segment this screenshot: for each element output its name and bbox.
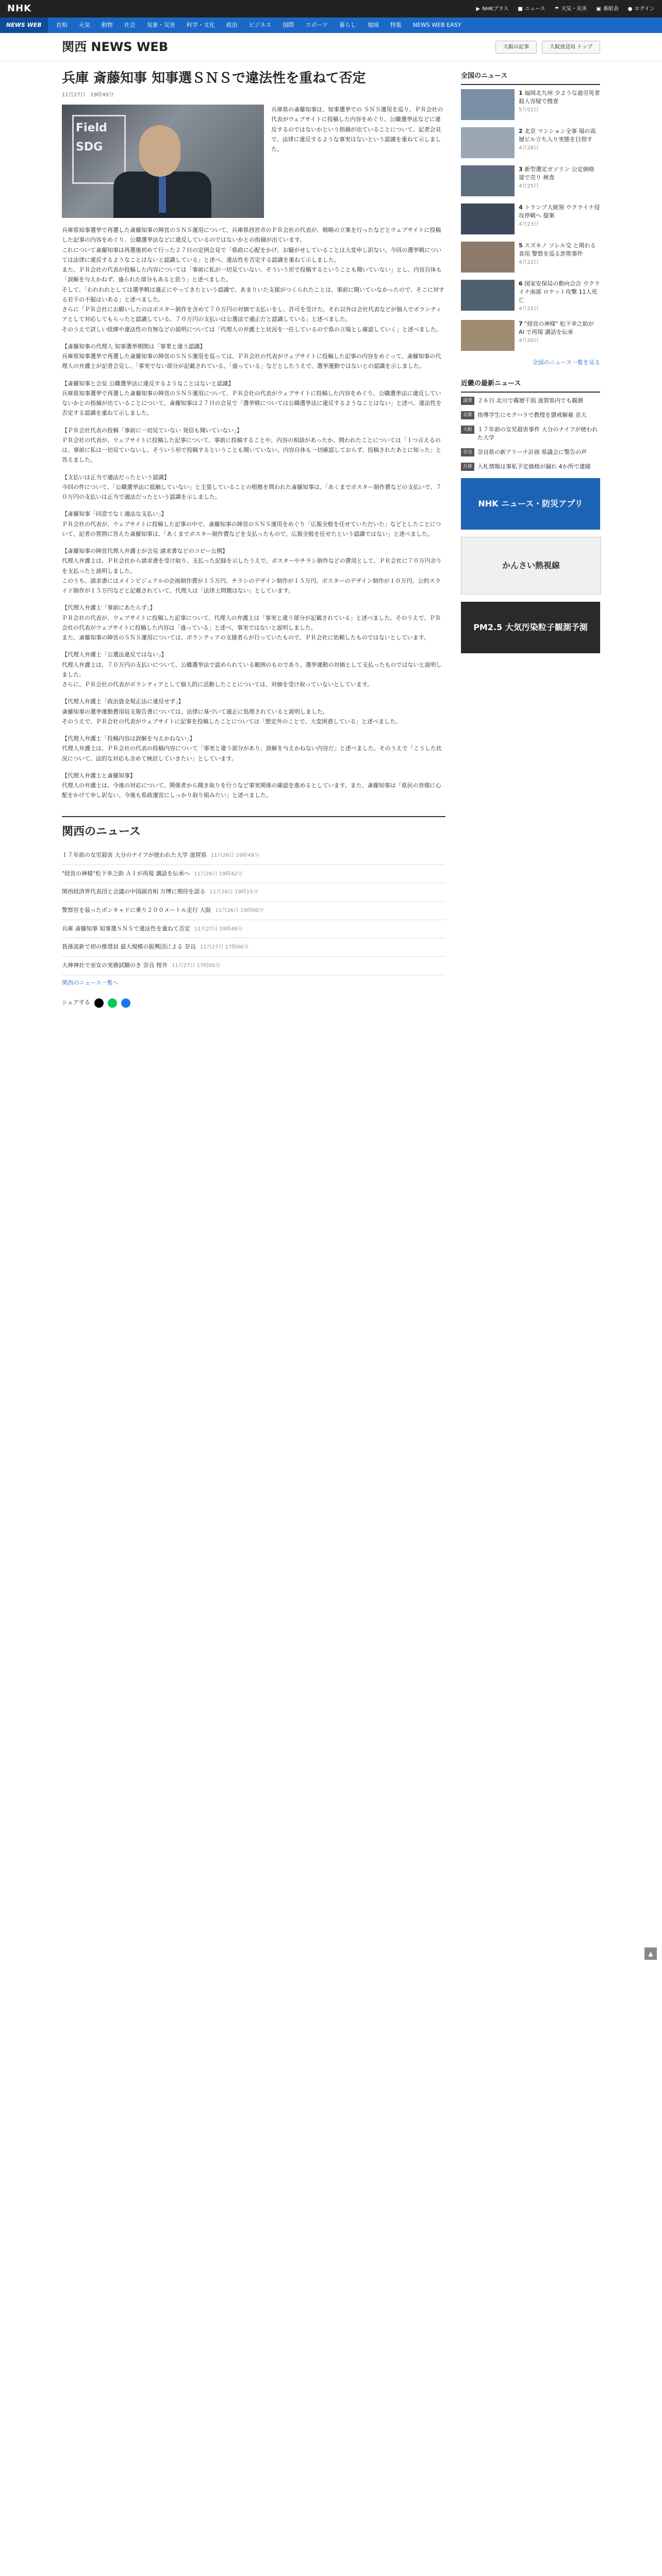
article-lead (62, 105, 445, 218)
nav-item[interactable]: 天気 (78, 21, 90, 28)
article-main (62, 61, 445, 1018)
list-item[interactable]: "経営の神様"松下幸之助 ＡＩが再現 講話を伝承へ 11月26日 19時42分 (62, 865, 445, 884)
article-paragraph: 【代理人弁護士「政治資金規正法に違反せず」】 斎藤知事の選挙運動費用収支報告書については、法律に基づいて適正に処理されていると説明しました。 そのうえで、ＰＲ会社の代表がウェブサイトに記事を投稿したことについては「想定外のことで、大変困惑している」と述べました。 (62, 698, 402, 725)
article-date: 11月27日 19時49分 (62, 92, 114, 98)
article-paragraph: 【斎藤知事の陣営代理人弁護士が会見 請求書などのコピー公開】 代理人弁護士は、ＰＲ会社から請求書を受け取り、支払った記録を示したうえで、ポスターやチラシ制作などの費用として、ＰＲ会社に７０万円余りを支払ったと説明しました。 このうち、請求書にはメインビジュアルの企画制作費が１５万円、チラシのデザイン制作が１５万円、ポスターのデザイン制作が１０万円、公約スライド制作が１５万円などと記載されていて、代理人は「法律上問題はない」としています。 (62, 548, 442, 595)
news-icon: ■ (518, 6, 523, 12)
nav-item[interactable]: 国際 (283, 21, 294, 28)
list-item[interactable]: 関西経済界代表団と会議の中国副首相 万博に期待を語る 11月26日 19時15分 (62, 883, 445, 902)
article-paragraph: 【支払いは正当で適法だったという認識】 今回の件について、「公職選挙法に抵触していない」と主張していることの根拠を問われた斎藤知事は、「あくまでポスター制作費などの支払いで、７０万円の支払いは正当で適法だったという認識を示しました。 (62, 473, 442, 501)
thumbnail (461, 280, 515, 311)
list-item[interactable]: 兵庫 入札情報は事私予定価格が漏れ 4か所で逮捕 (461, 463, 600, 471)
weather-icon: ☂ (554, 6, 559, 12)
top-links (476, 5, 655, 13)
osaka-top-button[interactable]: 大阪放送局 トップ (542, 41, 600, 54)
article-paragraph: 【代理人弁護士と斎藤知事】 代理人の弁護士は、今後の対応について、関係者から聞き取りを行うなど事実関係の確認を進めるとしています。また、斎藤知事は「県民の皆様に心配をかけて申し訳ない。今後も県政運営にしっかり取り組みたい」と述べました。 (62, 772, 441, 799)
nav-items (48, 21, 461, 30)
regional-header (0, 33, 662, 61)
nav-item[interactable]: NEWS WEB EASY (412, 21, 461, 28)
list-item[interactable]: 兵庫 斎藤知事 知事選ＳＮＳで違法性を重ねて否定 11月27日 19時49分 (62, 920, 445, 939)
kansai-news-list (62, 846, 445, 975)
nav-item[interactable]: 気象・災害 (146, 21, 175, 28)
login-link[interactable]: ● ログイン (628, 5, 655, 13)
header-buttons (495, 41, 600, 54)
ranking-item[interactable]: 2 北京 マンション全事 場の高層ビル立ち入り実態を目指す 4月28日 (461, 127, 600, 158)
nav-item[interactable]: ビジネス (249, 21, 272, 28)
article-paragraph: 【代理人弁護士「事前にあたらず」】 ＰＲ会社の代表が、ウェブサイトに投稿した記事について、代理人の弁護士は「事実と違う部分が記載されている」と述べました。そのうえで、ＰＲ会社の代表がウェブサイトに投稿した内容は「盛っている」と述べ、事実ではないと説明しました。 また、斎藤知事の陣営のＳＮＳ運用については、ボランティアの支援者らが行っていたもので、ＰＲ会社に依頼したものではないとしています。 (62, 604, 441, 641)
share-bar (62, 998, 445, 1008)
article-paragraph: 兵庫県知事選挙で再選した斎藤知事の陣営のＳＮＳ運用について、兵庫県西宮市のＰＲ会社の代表が、戦略の立案を行ったなどとウェブサイトに投稿した記事の内容をめぐり、公職選挙法などに違反しているのではないかとの指摘が出ています。 これについて斎藤知事は再選後初めて行った２７日の定例会見で「県政に心配をかけ、お騒がせしていることは大変申し訳ない。今回の選挙戦については法律に違反するようなことはないと認識している」と述べ、違法性を否定する認識を重ねて示しました。 また、ＰＲ会社の代表が投稿した内容については「事前に私が一切見ていない。そういう形で投稿するということも聞いていない」とし、内容自体も「誤解を与えかねず、盛られた部分もあると思う」と述べました。 そして、「われわれとしては選挙戦は適正にやってきたという認識で、あまりいた支援がつくられたことは、事前に聞いていなかったので、そこに対する若干の不服はいある」と述べました。 さらに「ＰＲ会社にお願いしたのはポスター制作を含めて７０万円の対価で支払いをし、許可を受けた。それ以外は会社代表などが個人でボランティアとして対応してもらったと認識している。７０万円の支払いは公選法で適正だと認識している」と述べました。 そのうえで詳しい経緯や違法性の有無などの説明については「代理人の弁護士と状況を一任しているので県の立場とし確認していく」と述べました。 (62, 227, 444, 333)
top-bar (0, 0, 662, 18)
facebook-icon[interactable] (121, 998, 130, 1008)
thumbnail (461, 242, 515, 273)
share-label: シェアする (62, 999, 90, 1006)
list-item[interactable]: 奈良 奈良県の新アリーナ計画 県議会に警告の声 (461, 448, 600, 456)
article-paragraph: 【代理人弁護士「公選法違反ではない」】 代理人弁護士は、７０万円の支払いについて、公職選挙法で認められている範囲のものであり、選挙運動の対価として支払ったものではないと説明しました。 さらに、ＰＲ会社の代表がボランティアとして個人的に活動したことについては、対価を受け取っていないとしています。 (62, 651, 442, 688)
list-item[interactable]: 大阪 １７年前の女児殺害事件 大分のナイフが使われた大学 (461, 426, 600, 442)
nav-item[interactable]: 首相 (56, 21, 68, 28)
kansai-more-link[interactable]: 関西のニュース一覧へ (62, 979, 119, 986)
ranking-item[interactable]: 3 新型選定ガソリン 公定価格 道で売り 検査 4月25日 (461, 165, 600, 196)
kansai-program-banner[interactable]: かんさい熱視線 (461, 537, 601, 595)
ranking-item[interactable]: 1 福岡北九州 少ような過労死者 殺人容疑で捜査 5月01日 (461, 89, 600, 120)
thumbnail (461, 204, 515, 234)
lead-text: 兵庫県の斎藤知事は、知事選挙での ＳＮＳ運用を巡り、ＰＲ会社の代表がウェブサイトに投稿した内容をめぐり、公職選挙法などに違反するのではないかという指摘が出ていることについて、記者会見で、法律に違反するような事実はないという認識を重ねて示しました。 (271, 106, 443, 153)
backdrop-sign: Field SDG (72, 115, 126, 184)
pm25-banner[interactable]: PM2.5 大気汚染粒子観測予測 (461, 602, 600, 653)
nav-item[interactable]: 暮らし (339, 21, 356, 28)
sidebar (461, 61, 600, 1018)
nav-item[interactable]: 地域 (367, 21, 379, 28)
list-item[interactable]: 警察官を装ったポンキャドに乗り２００メートル走行 大阪 11月26日 19時00分 (62, 902, 445, 920)
thumbnail (461, 89, 515, 120)
thumbnail (461, 165, 515, 196)
nav-item[interactable]: 動物 (101, 21, 113, 28)
list-item[interactable]: 滋賀 ２６日 北川で霧層干潟 滋賀県内でも観測 (461, 397, 600, 405)
list-item[interactable]: 我孫流新で初の推奨員 最大規模の振興団による 奈良 11月27日 17時00分 (62, 938, 445, 957)
nhk-logo[interactable]: NHK (7, 3, 32, 14)
latest-list (461, 397, 600, 471)
nav-item[interactable]: 科学・文化 (186, 21, 215, 28)
nav-item[interactable]: 特集 (390, 21, 402, 28)
line-icon[interactable] (108, 998, 117, 1008)
thumbnail (461, 127, 515, 158)
nav-item[interactable]: スポーツ (305, 21, 328, 28)
kansai-news-heading: 関西のニュース (62, 825, 141, 838)
ranking-item[interactable]: 4 トランプ大統領 ウクライナ侵攻停戦へ 提案 4月23日 (461, 204, 600, 234)
category-nav (0, 18, 662, 33)
nav-item[interactable]: 社会 (124, 21, 136, 28)
list-item[interactable]: 大神神社で巫女の実務試験のき 奈良 桜井 11月27日 17時00分 (62, 957, 445, 975)
article-paragraph: 【斎藤知事「同意でなく適法な支払い」】 ＰＲ会社の代表が、ウェブサイトに投稿した記事の中で、斎藤知事の陣営のＳＮＳ運用をめぐり「広報全般を任せていただいた」などとしたことについて、記者の質問に答えた斎藤知事は、「あくまでポスター制作費などを支払ったもので、広報全般を任せたという認識ではない」と述べました。 (62, 511, 441, 537)
ranking-more-link[interactable]: 全国のニュース一覧を見る (532, 359, 600, 366)
chevron-up-icon: ▲ (648, 1950, 653, 1957)
content-wrap (0, 61, 662, 1018)
program-link[interactable]: ▣ 番組表 (596, 5, 618, 13)
news-link[interactable]: ■ ニュース (518, 5, 545, 13)
kansai-news-section (62, 816, 445, 988)
user-icon: ● (627, 6, 633, 12)
ranking-item[interactable]: 7 "経営の神様" 松下幸之助が AI で再現 講話を伝承 4月20日 (461, 320, 600, 351)
weather-link[interactable]: ☂ 天気・災害 (554, 5, 587, 13)
list-item[interactable]: １７年前の女児殺害 大分のナイフが使われた大学 滋賀県 11月26日 19時49分 (62, 846, 445, 865)
ranking-item[interactable]: 5 スズキノ ソレル交 と関わる食用 警察を巡る詐欺事件 4月22日 (461, 242, 600, 273)
play-icon: ▶ (476, 6, 481, 12)
news-app-banner[interactable]: NHK ニュース・防災アプリ (461, 478, 600, 530)
regional-title: 関西 NEWS WEB (62, 39, 169, 54)
article-paragraph: 【斎藤知事の代理人 知事選挙期間は「事業と違う認識】 兵庫県知事選挙で再選した斎藤知事の陣営のＳＮＳ運用を巡っては、ＰＲ会社の代表がウェブサイトに投稿した記事の内容をめぐって、斎藤知事の代理人の弁護士が記者会見し、「事実でない部分が記載されている。「盛っている」などとしたうえで、選挙運動ではないとの認識を示しました。 (62, 343, 441, 370)
nav-item[interactable]: 政治 (226, 21, 238, 28)
latest-heading: 近畿の最新ニュース (461, 378, 600, 393)
osaka-articles-button[interactable]: 大阪の記事 (495, 41, 537, 54)
list-item[interactable]: 京都 指導学生にセクハラで教授を懲戒解雇 京大 (461, 411, 600, 419)
ranking-item[interactable]: 6 国家安保局の動向会合 ウクライナ南部 ロケット攻撃 11人死亡 4月21日 (461, 280, 600, 313)
article-paragraph: 【ＰＲ会社代表の投稿「事前に一切見ていない 発信も聞いていない」】 ＰＲ会社の代表が、ウェブサイトに投稿した記事について、事前に投稿することや、内容の相談があったか、問われたことについては「１つ言えるのは、事前に私は一切見ていないし、そういう形で投稿するということも聞いていない。内容自体も一切確認しておらず、投稿されたあとに知った」と答えました。 (62, 427, 442, 464)
article-title: 兵庫 斎藤知事 知事選ＳＮＳで違法性を重ねて否定 (62, 71, 366, 86)
tv-icon: ▣ (596, 6, 601, 12)
thumbnail (461, 320, 515, 351)
news-web-logo[interactable]: NEWS WEB (0, 18, 48, 33)
x-icon[interactable] (94, 998, 104, 1008)
article-photo (62, 105, 264, 218)
photo-face (139, 125, 180, 177)
article-paragraph: 【代理人弁護士「投稿内容は誤解を与えかねない」】 代理人弁護士は、ＰＲ会社の代表の投稿内容について「事実と違う部分があり、誤解を与えかねない内容だ」と述べました。そのうえで「こうした状況について、法的な対応も含めて検討していきたい」としています。 (62, 735, 442, 762)
ranking-heading: 全国のニュース (461, 71, 600, 85)
photo-tie (159, 177, 166, 213)
article-paragraph: 【斎藤知事と会見 公職選挙法に違反するようなことはないと認識】 兵庫県知事選挙で再選した斎藤知事の陣営のＳＮＳ運用について、ＰＲ会社の代表がウェブサイトに投稿した内容をめぐり、公職選挙法に違反していないかとの指摘が出ていることについて、斎藤知事は２７日の会見で「選挙戦については公職選挙法に違反するようなことはない」と述べ、違法性を否定する認識を重ねて示しました。 (62, 380, 442, 417)
page-top-button[interactable] (644, 1947, 657, 1960)
nhk-plus-link[interactable]: ▶ NHKプラス (476, 5, 508, 13)
